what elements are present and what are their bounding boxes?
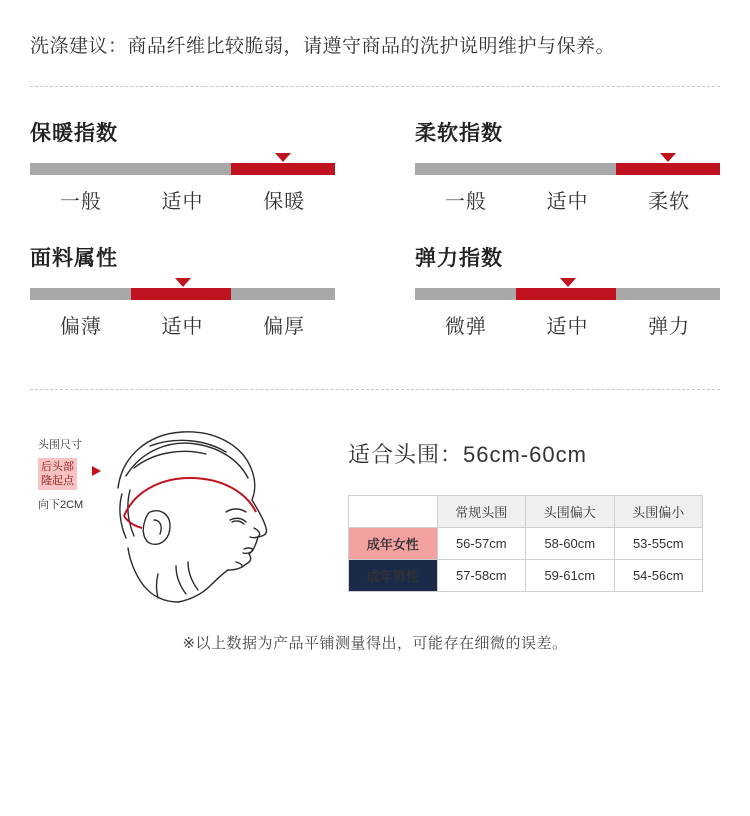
- table-cell: 58-60cm: [526, 528, 615, 560]
- bar-labels: [415, 185, 720, 214]
- bar-fill: [131, 288, 232, 300]
- fit-head-circumference-title: 适合头围：56cm-60cm: [348, 442, 587, 467]
- bar-label: 微弹: [444, 316, 487, 338]
- index-block-softness: [375, 117, 720, 214]
- index-bar: [30, 288, 335, 300]
- bar-marker-icon: [660, 153, 676, 162]
- table-row-header: [349, 496, 703, 528]
- bar-fill: [231, 163, 335, 175]
- table-row: [349, 560, 703, 592]
- table-cell: 53-55cm: [614, 528, 703, 560]
- head-size-section: [30, 416, 720, 606]
- index-title: 柔软指数: [415, 122, 503, 145]
- bar-marker-icon: [560, 278, 576, 287]
- table-cell: 59-61cm: [526, 560, 615, 592]
- callout-down-2cm: 向下2CM: [38, 499, 84, 511]
- bar-label: 适中: [161, 316, 204, 338]
- index-title: 弹力指数: [415, 247, 503, 270]
- measurement-footnote: ※以上数据为产品平铺测量得出，可能存在细微的误差。: [182, 635, 568, 652]
- size-info: [330, 416, 720, 606]
- index-bar: [415, 163, 720, 175]
- callout-occipital-line1: 后头部: [41, 461, 74, 473]
- divider-bottom: [30, 389, 720, 390]
- wash-care-note: 洗涤建议：商品纤维比较脆弱，请遵守商品的洗护说明维护与保养。: [30, 36, 616, 57]
- index-block-fabric: [30, 242, 375, 339]
- index-title: 保暖指数: [30, 122, 118, 145]
- bar-label: 弹力: [648, 316, 691, 338]
- index-block-warmth: [30, 117, 375, 214]
- bar-label: 适中: [546, 316, 589, 338]
- bar-label: 适中: [546, 191, 589, 213]
- bar-label: 柔软: [648, 191, 691, 213]
- bar-label: 适中: [161, 191, 204, 213]
- size-table: [348, 495, 703, 592]
- table-cell: 56-57cm: [437, 528, 526, 560]
- table-corner-cell: [349, 496, 438, 528]
- bar-label: 偏薄: [59, 316, 102, 338]
- table-column-header: 头围偏大: [526, 496, 615, 528]
- bar-labels: [415, 310, 720, 339]
- callout-head-circumference: 头围尺寸: [38, 439, 82, 451]
- divider-top: [30, 86, 720, 87]
- table-cell: 54-56cm: [614, 560, 703, 592]
- table-row: [349, 528, 703, 560]
- index-title: 面料属性: [30, 247, 118, 270]
- bar-marker-icon: [275, 153, 291, 162]
- bar-marker-icon: [175, 278, 191, 287]
- bar-labels: [30, 310, 335, 339]
- bar-labels: [30, 185, 335, 214]
- table-column-header: 常规头围: [437, 496, 526, 528]
- bar-label: 保暖: [263, 191, 306, 213]
- head-measure-illustration: [30, 416, 330, 606]
- table-cell: 57-58cm: [437, 560, 526, 592]
- callout-occipital-point: [38, 458, 77, 490]
- index-bar: [415, 288, 720, 300]
- bar-label: 一般: [59, 191, 102, 213]
- callout-occipital-line2: 隆起点: [41, 475, 74, 487]
- table-row-header-female: 成年女性: [349, 528, 438, 560]
- bar-label: 偏厚: [263, 316, 306, 338]
- bar-fill: [616, 163, 720, 175]
- fabric-index-grid: [30, 117, 720, 367]
- index-bar: [30, 163, 335, 175]
- bar-label: 一般: [444, 191, 487, 213]
- callout-arrow-icon: [92, 466, 101, 476]
- table-column-header: 头围偏小: [614, 496, 703, 528]
- index-block-elasticity: [375, 242, 720, 339]
- table-row-header-male: 成年男性: [349, 560, 438, 592]
- bar-fill: [516, 288, 617, 300]
